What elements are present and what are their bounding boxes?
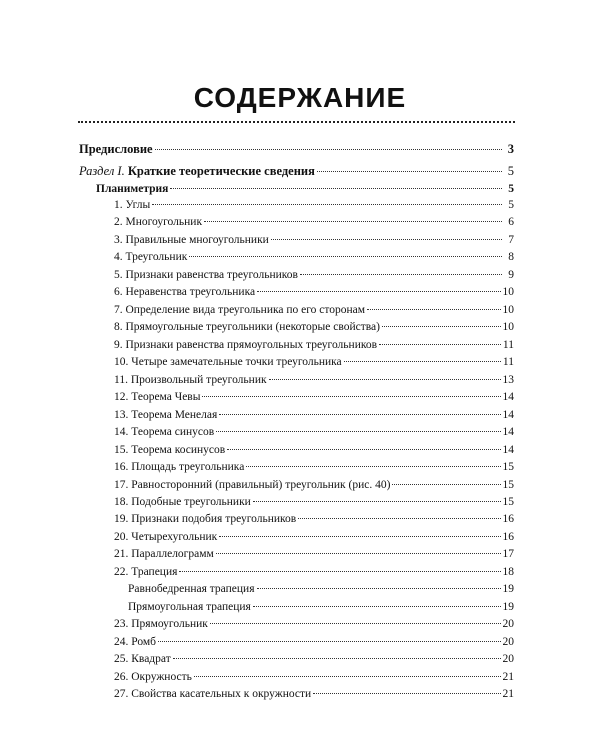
toc-entry-page: 19 — [502, 583, 514, 596]
toc-entry-label — [114, 250, 187, 264]
dot-leader — [379, 344, 501, 345]
dot-leader — [300, 274, 502, 275]
toc-entry-label — [114, 355, 342, 369]
toc-entry-label — [114, 390, 200, 404]
toc-entry-text: Признаки равенства треугольников — [125, 268, 298, 281]
toc-entry-page: 5 — [507, 164, 514, 178]
toc-entry-label — [114, 670, 192, 684]
toc-entry-label — [114, 198, 150, 212]
toc-entry[interactable] — [114, 495, 514, 509]
dot-leader — [269, 379, 501, 380]
toc-entry-page: 20 — [502, 635, 514, 648]
toc-entry[interactable] — [114, 320, 514, 334]
dot-leader — [179, 571, 500, 572]
toc-entry[interactable] — [128, 582, 514, 596]
toc-entry-label — [114, 478, 390, 492]
toc-entry-number: 1. — [114, 199, 123, 211]
toc-entry-text: Треугольник — [125, 251, 188, 264]
toc-entry-number: 23. — [114, 618, 129, 631]
dot-leader — [219, 414, 500, 415]
toc-entry-page: 21 — [502, 688, 514, 701]
toc-entry-text: Многоугольник — [125, 216, 203, 229]
toc-entry[interactable] — [114, 478, 514, 492]
toc-entry-number: 8. — [114, 321, 123, 334]
toc-entry-page: 16 — [502, 513, 514, 526]
dot-leader — [219, 536, 500, 537]
dot-leader — [257, 588, 501, 589]
toc-entry[interactable] — [114, 670, 514, 684]
toc-entry-label — [114, 408, 217, 422]
dot-leader — [202, 396, 500, 397]
toc-entry-page: 14 — [502, 408, 514, 421]
toc-entry-page: 15 — [502, 495, 514, 508]
toc-entry-page: 15 — [502, 478, 514, 491]
toc-entry-label — [114, 687, 311, 701]
toc-entry-label: Предисловие — [79, 142, 153, 156]
toc-entry[interactable] — [114, 565, 514, 579]
toc-entry-text: Окружность — [131, 670, 192, 683]
toc-entry-number: 13. — [114, 408, 129, 421]
toc-entry-label — [114, 443, 225, 457]
toc-entry[interactable] — [114, 443, 514, 457]
dot-leader — [158, 641, 500, 642]
dot-leader — [313, 693, 500, 694]
dot-leader — [155, 149, 502, 150]
toc-entry[interactable] — [114, 652, 514, 666]
toc-entry-label — [114, 268, 298, 282]
toc-entry[interactable] — [114, 547, 514, 561]
toc-entry[interactable] — [114, 373, 514, 387]
toc-entry-label: Планиметрия — [96, 183, 169, 195]
toc-entry-text: Подобные треугольники — [131, 495, 251, 508]
toc-entry-text: Углы — [125, 199, 151, 211]
toc-entry-label — [114, 303, 365, 317]
toc-entry-number: 10. — [114, 356, 129, 369]
toc-entry-text: Прямоугольник — [131, 618, 208, 631]
toc-entry-page: 16 — [502, 530, 514, 543]
toc-entry[interactable] — [114, 460, 514, 474]
toc-entry-label — [114, 460, 244, 474]
dot-leader — [210, 623, 501, 624]
toc-entry-text: Параллелограмм — [131, 548, 214, 561]
toc-entry-page: 3 — [507, 142, 514, 156]
toc-entry-text: Неравенства треугольника — [125, 286, 256, 299]
toc-entry-text: Правильные многоугольники — [125, 233, 269, 246]
toc-entry-text: Теорема Менелая — [131, 408, 218, 421]
dot-leader — [344, 361, 501, 362]
toc-entry-page: 5 — [508, 183, 514, 195]
toc-entry-page: 19 — [502, 600, 514, 613]
toc-entry-number: 5. — [114, 268, 123, 281]
toc-entry-text: Признаки равенства прямоугольных треугольников — [125, 338, 378, 351]
toc-entry-number: 19. — [114, 513, 129, 526]
title-dotted-rule — [78, 121, 515, 123]
dot-leader — [216, 431, 500, 432]
toc-entry-number: 12. — [114, 391, 129, 404]
toc-entry-text: Определение вида треугольника по его сторонам — [125, 303, 366, 316]
toc-entry-number: 18. — [114, 495, 129, 508]
toc-entry-label — [114, 320, 380, 334]
dot-leader — [216, 553, 501, 554]
toc-entry-text: Теорема синусов — [131, 426, 215, 439]
toc-entry-page: 5 — [508, 199, 514, 211]
toc-entry-label — [114, 495, 251, 509]
toc-entry-section-1[interactable] — [79, 164, 514, 178]
toc-entry-number: 20. — [114, 530, 129, 543]
toc-entry-label — [128, 600, 251, 614]
toc-entry-number: 11. — [114, 373, 128, 386]
toc-entry-page: 11 — [502, 338, 514, 351]
dot-leader — [253, 501, 501, 502]
toc-entry-page: 14 — [502, 391, 514, 404]
toc-entry-number: 9. — [114, 338, 123, 351]
toc-entry-number: 7. — [114, 303, 123, 316]
toc-entry-page: 6 — [508, 216, 514, 229]
toc-entry-page: 11 — [502, 356, 514, 369]
toc-entry-page: 21 — [502, 670, 514, 683]
toc-entry-label — [114, 635, 156, 649]
toc-entry-page: 7 — [508, 233, 514, 246]
dot-leader — [317, 171, 502, 172]
toc-entry[interactable] — [128, 600, 514, 614]
toc-entry-page: 8 — [508, 251, 514, 264]
toc-entry-text: Квадрат — [131, 653, 171, 666]
toc-entry-label — [114, 425, 214, 439]
dot-leader — [392, 484, 500, 485]
toc-entry-label — [114, 530, 217, 544]
dot-leader — [189, 256, 502, 257]
dot-leader — [367, 309, 500, 310]
toc-entry-page: 20 — [502, 653, 514, 666]
dot-leader — [253, 606, 501, 607]
toc-entry[interactable] — [114, 408, 514, 422]
toc-entry-text: Ромб — [131, 635, 157, 648]
toc-entry-number: 15. — [114, 443, 129, 456]
toc-entry[interactable] — [114, 215, 514, 229]
toc-entry-text: Четырехугольник — [131, 530, 218, 543]
toc-entry-label — [114, 373, 267, 387]
dot-leader — [204, 221, 502, 222]
dot-leader — [382, 326, 501, 327]
toc-entry-text: Четыре замечательные точки треугольника — [131, 356, 342, 369]
toc-entry-label — [128, 582, 255, 596]
toc-entry-page: 20 — [502, 618, 514, 631]
toc-entry-subsection[interactable] — [96, 182, 514, 196]
toc-entry-number: 17. — [114, 478, 129, 491]
toc-entry-number: 14. — [114, 426, 129, 439]
toc-entry-number: 4. — [114, 251, 123, 264]
dot-leader — [227, 449, 500, 450]
toc-entry-page: 14 — [502, 426, 514, 439]
toc-entry-text: Прямоугольные треугольники (некоторые свойства) — [125, 321, 380, 334]
toc-entry[interactable] — [114, 390, 514, 404]
toc-entry-number: 6. — [114, 286, 123, 299]
toc-entry[interactable] — [114, 355, 514, 369]
toc-entry[interactable] — [114, 303, 514, 317]
toc-entry-label — [114, 512, 296, 526]
dot-leader — [271, 239, 502, 240]
toc-entry-page: 9 — [508, 268, 514, 281]
toc-entry-page: 14 — [502, 443, 514, 456]
dot-leader — [298, 518, 500, 519]
toc-entry-number: 26. — [114, 670, 129, 683]
page-title: СОДЕРЖАНИЕ — [193, 82, 407, 113]
toc-entry-page: 10 — [502, 286, 514, 299]
toc-entry-text: Равнобедренная трапеция — [128, 583, 255, 596]
toc-entry-page: 10 — [502, 303, 514, 316]
dot-leader — [194, 676, 501, 677]
toc-entry-text: Свойства касательных к окружности — [131, 688, 312, 701]
toc-entry[interactable] — [114, 635, 514, 649]
toc-entry-number: 22. — [114, 565, 129, 578]
toc-entry-label — [114, 547, 214, 561]
toc-entry-text: Теорема косинусов — [131, 443, 226, 456]
toc-entry-preface[interactable] — [79, 142, 514, 156]
toc-entry-label — [114, 617, 208, 631]
toc-entry-text: Прямоугольная трапеция — [128, 600, 251, 613]
toc-entry[interactable] — [114, 285, 514, 299]
toc-entry[interactable] — [114, 338, 514, 352]
toc-entry[interactable] — [114, 250, 514, 264]
dot-leader — [152, 204, 502, 205]
toc-entry[interactable] — [114, 530, 514, 544]
toc-entry-label — [114, 233, 269, 247]
toc-entry-label — [114, 652, 171, 666]
toc-entry-text: Теорема Чевы — [131, 391, 201, 404]
toc-entry-number: 16. — [114, 461, 129, 474]
toc-entry[interactable] — [114, 617, 514, 631]
toc-entry-number: 2. — [114, 216, 123, 229]
toc-entry[interactable] — [114, 512, 514, 526]
toc-entry-label — [114, 215, 202, 229]
toc-entry-page: 10 — [502, 321, 514, 334]
toc-entry-number: 24. — [114, 635, 129, 648]
toc-entry-label: Краткие теоретические сведения — [127, 164, 315, 178]
toc-entry-page: 13 — [502, 373, 514, 386]
toc-entry[interactable] — [114, 198, 514, 212]
toc-entry[interactable] — [114, 687, 514, 701]
toc-entry-text: Признаки подобия треугольников — [131, 513, 297, 526]
dot-leader — [173, 658, 501, 659]
toc-entry-text: Произвольный треугольник — [130, 373, 267, 386]
toc-entry-page: 17 — [502, 548, 514, 561]
dot-leader — [246, 466, 500, 467]
toc-entry[interactable] — [114, 233, 514, 247]
toc-entry-label — [114, 338, 377, 352]
toc-entry-number: 25. — [114, 653, 129, 666]
toc-entry-text: Площадь треугольника — [131, 461, 245, 474]
toc-entry-number: 27. — [114, 688, 129, 701]
toc-entry-number: 21. — [114, 548, 129, 561]
section-prefix: Раздел I. — [79, 164, 125, 178]
toc-entry-page: 18 — [502, 565, 514, 578]
toc-entry-text: Трапеция — [131, 565, 178, 578]
dot-leader — [170, 188, 502, 189]
toc-entry-number: 3. — [114, 233, 123, 246]
toc-entry-page: 15 — [502, 461, 514, 474]
toc-entry-label — [114, 565, 177, 579]
toc-entry[interactable] — [114, 425, 514, 439]
toc-entry-label — [114, 285, 255, 299]
toc-entry-text: Равносторонний (правильный) треугольник (рис. 40) — [131, 478, 391, 491]
toc-entry[interactable] — [114, 268, 514, 282]
dot-leader — [257, 291, 500, 292]
